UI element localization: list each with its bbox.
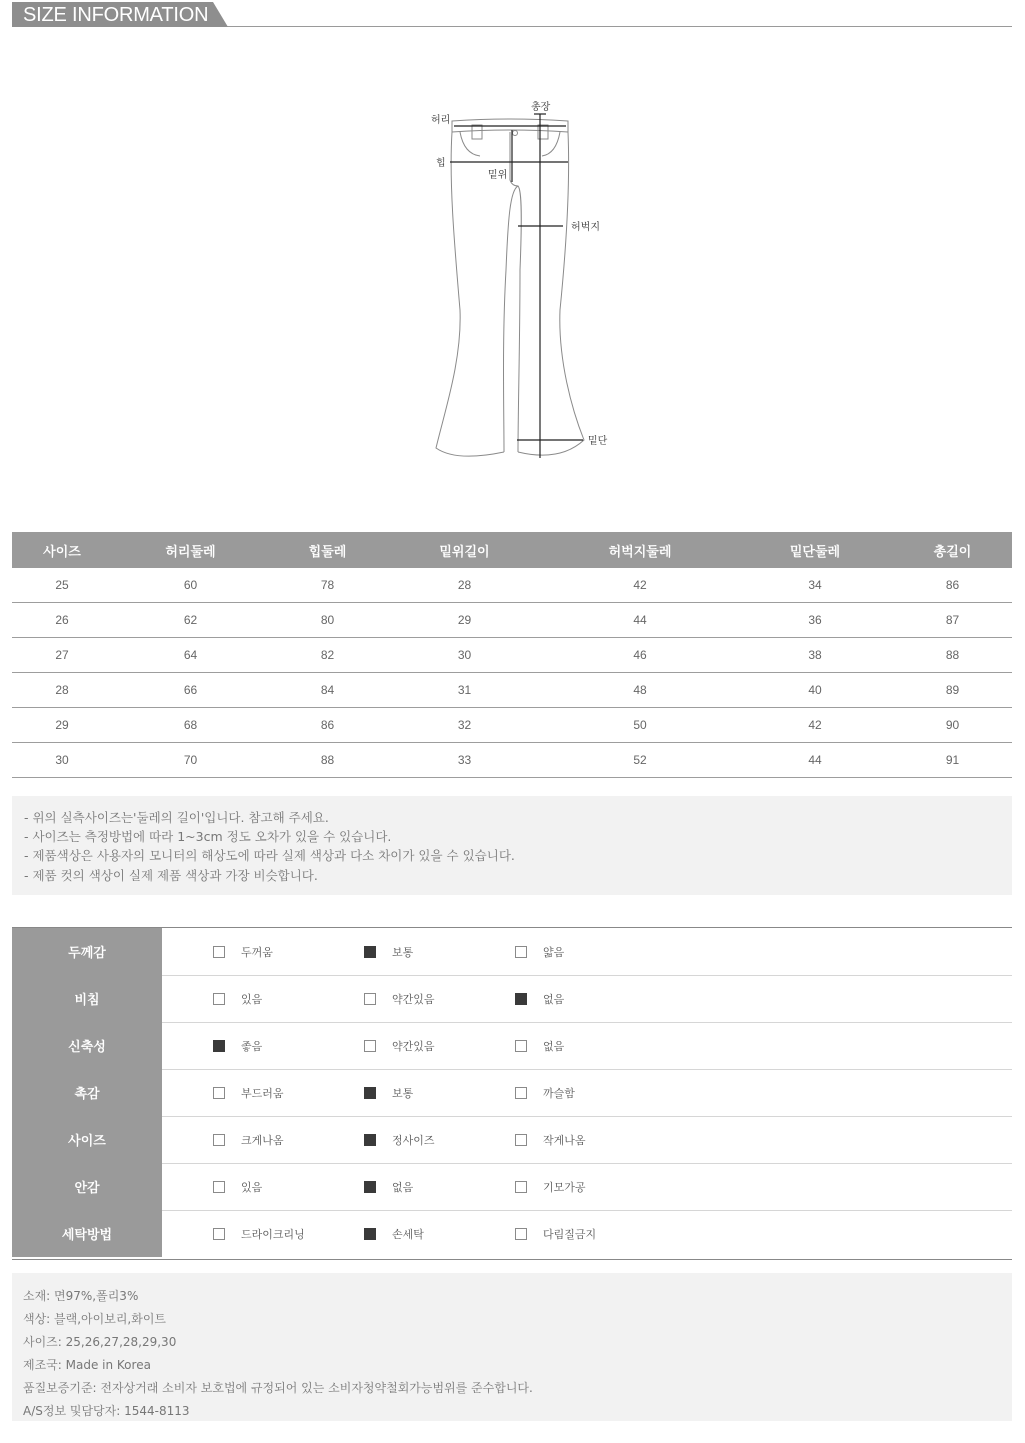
- attribute-row: [12, 1210, 1012, 1257]
- checked-box-icon: [364, 1181, 376, 1193]
- notes-box: [12, 796, 1012, 895]
- size-cell: 29: [386, 603, 543, 638]
- col-header: 총길이: [893, 532, 1012, 568]
- size-cell: 30: [12, 743, 112, 778]
- attribute-option: [213, 1069, 284, 1116]
- attribute-option: [364, 1210, 424, 1257]
- info-origin: 제조국: Made in Korea: [23, 1358, 151, 1372]
- size-cell: 44: [737, 743, 893, 778]
- empty-box-icon: [213, 1087, 225, 1099]
- attribute-option: [364, 1163, 413, 1210]
- attribute-label: 두께감: [12, 928, 162, 975]
- attribute-label: 촉감: [12, 1069, 162, 1116]
- attribute-row: [12, 1022, 1012, 1070]
- option-label: 얇음: [543, 945, 565, 959]
- attribute-row: [12, 975, 1012, 1023]
- size-cell: 86: [269, 708, 386, 743]
- info-colors: 색상: 블랙,아이보리,화이트: [23, 1312, 166, 1326]
- fabric-attributes-table: [12, 927, 1012, 1260]
- attribute-option: [364, 975, 435, 1022]
- option-label: 없음: [543, 1039, 565, 1053]
- option-label: 까슬함: [543, 1086, 575, 1100]
- size-cell: 42: [543, 568, 737, 603]
- attribute-option: [364, 1116, 435, 1163]
- size-row: [12, 568, 1012, 603]
- option-label: 없음: [392, 1180, 414, 1194]
- empty-box-icon: [515, 1228, 527, 1240]
- col-header: 힙둘레: [269, 532, 386, 568]
- pants-diagram: [400, 90, 640, 470]
- size-cell: 28: [386, 568, 543, 603]
- option-label: 약간있음: [392, 1039, 435, 1053]
- size-cell: 50: [543, 708, 737, 743]
- size-cell: 64: [112, 638, 269, 673]
- label-hip: 힙: [436, 158, 446, 169]
- empty-box-icon: [213, 1228, 225, 1240]
- size-cell: 36: [737, 603, 893, 638]
- attribute-option: [515, 1069, 575, 1116]
- size-cell: 78: [269, 568, 386, 603]
- checked-box-icon: [364, 1228, 376, 1240]
- empty-box-icon: [213, 1181, 225, 1193]
- label-total-length: 총장: [531, 102, 551, 113]
- size-cell: 32: [386, 708, 543, 743]
- attribute-option: [364, 1022, 435, 1069]
- size-cell: 62: [112, 603, 269, 638]
- size-row: [12, 603, 1012, 638]
- section-title: SIZE INFORMATION: [23, 4, 209, 26]
- checked-box-icon: [213, 1040, 225, 1052]
- size-cell: 84: [269, 673, 386, 708]
- info-as-contact: A/S정보 및담당자: 1544-8113: [23, 1404, 190, 1418]
- attribute-option: [515, 1022, 564, 1069]
- size-cell: 90: [893, 708, 1012, 743]
- option-label: 좋음: [241, 1039, 263, 1053]
- option-label: 있음: [241, 992, 263, 1006]
- info-sizes: 사이즈: 25,26,27,28,29,30: [23, 1335, 177, 1349]
- option-label: 보통: [392, 945, 414, 959]
- size-cell: 33: [386, 743, 543, 778]
- checked-box-icon: [364, 1134, 376, 1146]
- attribute-option: [515, 1210, 596, 1257]
- size-cell: 88: [893, 638, 1012, 673]
- size-cell: 82: [269, 638, 386, 673]
- attribute-option: [515, 1116, 586, 1163]
- size-row: [12, 673, 1012, 708]
- col-header: 허벅지둘레: [543, 532, 737, 568]
- size-cell: 66: [112, 673, 269, 708]
- empty-box-icon: [364, 1040, 376, 1052]
- option-label: 없음: [543, 992, 565, 1006]
- size-cell: 48: [543, 673, 737, 708]
- attribute-row: [12, 1163, 1012, 1211]
- label-thigh: 허벅지: [571, 222, 600, 233]
- col-header: 밑단둘레: [737, 532, 893, 568]
- empty-box-icon: [515, 1087, 527, 1099]
- attribute-option: [213, 1022, 262, 1069]
- attribute-option: [515, 928, 564, 975]
- empty-box-icon: [364, 993, 376, 1005]
- size-cell: 91: [893, 743, 1012, 778]
- note-line: - 제품 컷의 색상이 실제 제품 색상과 가장 비슷합니다.: [24, 867, 318, 883]
- attribute-label: 사이즈: [12, 1116, 162, 1163]
- info-warranty: 품질보증기준: 전자상거래 소비자 보호법에 규정되어 있는 소비자청약철회가능범위를 준수합니다.: [23, 1381, 533, 1395]
- size-cell: 34: [737, 568, 893, 603]
- size-table-header: [12, 532, 1012, 568]
- size-row: [12, 743, 1012, 778]
- size-cell: 42: [737, 708, 893, 743]
- attribute-label: 신축성: [12, 1022, 162, 1069]
- option-label: 작게나옴: [543, 1133, 586, 1147]
- checked-box-icon: [364, 946, 376, 958]
- checked-box-icon: [364, 1087, 376, 1099]
- empty-box-icon: [515, 946, 527, 958]
- option-label: 정사이즈: [392, 1133, 435, 1147]
- note-line: - 사이즈는 측정방법에 따라 1~3cm 정도 오차가 있을 수 있습니다.: [24, 829, 392, 845]
- size-cell: 28: [12, 673, 112, 708]
- attribute-label: 안감: [12, 1163, 162, 1210]
- size-cell: 87: [893, 603, 1012, 638]
- attribute-option: [364, 928, 413, 975]
- option-label: 부드러움: [241, 1086, 284, 1100]
- size-cell: 26: [12, 603, 112, 638]
- option-label: 크게나옴: [241, 1133, 284, 1147]
- size-cell: 89: [893, 673, 1012, 708]
- size-cell: 31: [386, 673, 543, 708]
- size-cell: 80: [269, 603, 386, 638]
- option-label: 두꺼움: [241, 945, 273, 959]
- size-cell: 52: [543, 743, 737, 778]
- attribute-option: [213, 1116, 284, 1163]
- size-cell: 44: [543, 603, 737, 638]
- empty-box-icon: [213, 946, 225, 958]
- size-table: [12, 532, 1012, 778]
- attribute-label: 비침: [12, 975, 162, 1022]
- empty-box-icon: [213, 993, 225, 1005]
- attribute-option: [364, 1069, 413, 1116]
- size-cell: 30: [386, 638, 543, 673]
- option-label: 약간있음: [392, 992, 435, 1006]
- size-cell: 40: [737, 673, 893, 708]
- info-material: 소재: 면97%,폴리3%: [23, 1289, 139, 1303]
- product-info-box: [12, 1273, 1012, 1421]
- col-header: 허리둘레: [112, 532, 269, 568]
- option-label: 다림질금지: [543, 1227, 597, 1241]
- empty-box-icon: [213, 1134, 225, 1146]
- attribute-option: [515, 975, 564, 1022]
- label-hem: 밑단: [588, 436, 608, 447]
- checked-box-icon: [515, 993, 527, 1005]
- attribute-row: [12, 1069, 1012, 1117]
- option-label: 손세탁: [392, 1227, 424, 1241]
- option-label: 기모가공: [543, 1180, 586, 1194]
- attribute-row: [12, 928, 1012, 976]
- size-cell: 60: [112, 568, 269, 603]
- attribute-option: [213, 1163, 262, 1210]
- attribute-option: [213, 928, 273, 975]
- attribute-option: [515, 1163, 586, 1210]
- size-cell: 68: [112, 708, 269, 743]
- attribute-label: 세탁방법: [12, 1210, 162, 1257]
- size-cell: 27: [12, 638, 112, 673]
- label-waist: 허리: [431, 115, 451, 126]
- option-label: 있음: [241, 1180, 263, 1194]
- size-row: [12, 708, 1012, 743]
- empty-box-icon: [515, 1134, 527, 1146]
- size-cell: 46: [543, 638, 737, 673]
- size-cell: 70: [112, 743, 269, 778]
- note-line: - 제품색상은 사용자의 모니터의 해상도에 따라 실제 색상과 다소 차이가 있을 수 있습니다.: [24, 848, 515, 864]
- option-label: 보통: [392, 1086, 414, 1100]
- size-row: [12, 638, 1012, 673]
- size-cell: 88: [269, 743, 386, 778]
- attribute-row: [12, 1116, 1012, 1164]
- size-cell: 25: [12, 568, 112, 603]
- size-cell: 38: [737, 638, 893, 673]
- size-cell: 86: [893, 568, 1012, 603]
- empty-box-icon: [515, 1040, 527, 1052]
- col-header: 밑위길이: [386, 532, 543, 568]
- attribute-option: [213, 1210, 305, 1257]
- note-line: - 위의 실측사이즈는'둘레의 길이'입니다. 참고해 주세요.: [24, 810, 329, 825]
- attribute-option: [213, 975, 262, 1022]
- col-header: 사이즈: [12, 532, 112, 568]
- empty-box-icon: [515, 1181, 527, 1193]
- size-cell: 29: [12, 708, 112, 743]
- option-label: 드라이크리닝: [241, 1227, 305, 1241]
- label-rise: 밑위: [488, 170, 508, 181]
